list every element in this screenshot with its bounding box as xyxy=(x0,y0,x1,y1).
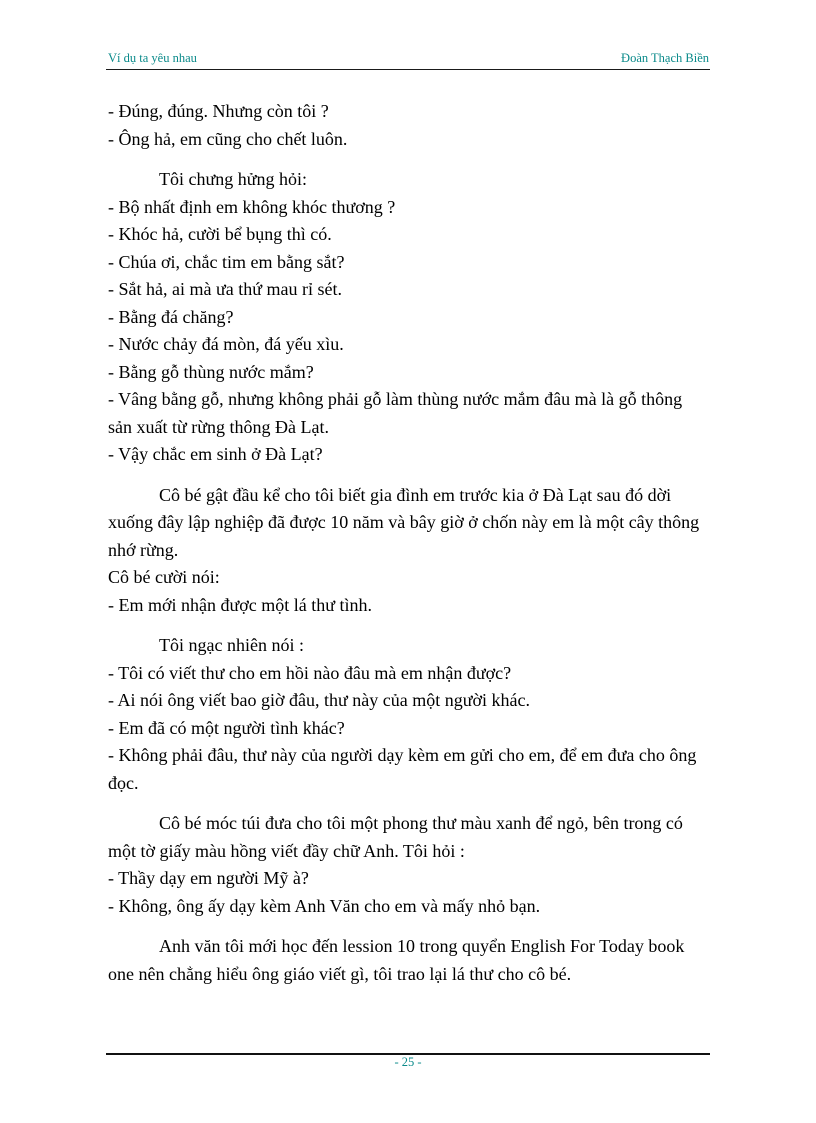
narrative-paragraph: Cô bé gật đầu kể cho tôi biết gia đình em trước kia ở Đà Lạt sau đó dời xuống đây lập nghiệp đã được 10 năm và bây giờ ở chốn này em là một cây thông nhớ rừng. xyxy=(108,484,700,560)
dialogue-line: - Đúng, đúng. Nhưng còn tôi ? xyxy=(108,101,329,121)
dialogue-line: - Nước chảy đá mòn, đá yếu xìu. xyxy=(108,334,344,354)
running-header-title: Ví dụ ta yêu nhau xyxy=(108,51,197,65)
running-header-author: Đoàn Thạch Biền xyxy=(621,51,709,65)
dialogue-line: - Em đã có một người tình khác? xyxy=(108,717,345,738)
dialogue-line: - Em mới nhận được một lá thư tình. xyxy=(108,594,373,615)
narrative-paragraph: Tôi ngạc nhiên nói : xyxy=(159,635,304,655)
dialogue-line: - Vâng bằng gỗ, nhưng không phải gỗ làm thùng nước mắm đâu mà là gỗ thông sản xuất từ rừng thông Đà Lạt. xyxy=(108,389,683,437)
dialogue-line: - Bằng gỗ thùng nước mắm? xyxy=(108,361,314,382)
dialogue-line: - Ông hả, em cũng cho chết luôn. xyxy=(108,128,348,149)
dialogue-line: - Khóc hả, cười bể bụng thì có. xyxy=(108,224,332,244)
narrative-line: Cô bé cười nói: xyxy=(108,567,220,587)
dialogue-line: - Chúa ơi, chắc tim em bằng sắt? xyxy=(108,251,345,272)
dialogue-line: - Ai nói ông viết bao giờ đâu, thư này của một người khác. xyxy=(108,690,530,710)
body-text xyxy=(108,98,710,988)
narrative-paragraph: Cô bé móc túi đưa cho tôi một phong thư màu xanh để ngỏ, bên trong có một tờ giấy màu hồng viết đầy chữ Anh. Tôi hỏi : xyxy=(108,813,683,861)
dialogue-line: - Vậy chắc em sinh ở Đà Lạt? xyxy=(108,444,323,464)
dialogue-line: - Không, ông ấy dạy kèm Anh Văn cho em và mấy nhỏ bạn. xyxy=(108,895,541,916)
dialogue-line: - Thầy dạy em người Mỹ à? xyxy=(108,868,309,888)
narrative-paragraph: Anh văn tôi mới học đến lession 10 trong quyển English For Today book one nên chẳng hiểu ông giáo viết gì, tôi trao lại lá thư cho cô bé. xyxy=(108,936,685,984)
page-number: - 25 - xyxy=(394,1055,422,1069)
header-divider xyxy=(106,69,710,70)
dialogue-line: - Bằng đá chăng? xyxy=(108,306,234,327)
dialogue-line: - Bộ nhất định em không khóc thương ? xyxy=(108,196,396,217)
dialogue-line: - Tôi có viết thư cho em hồi nào đâu mà em nhận được? xyxy=(108,662,512,683)
dialogue-line: - Sắt hả, ai mà ưa thứ mau rỉ sét. xyxy=(108,279,342,299)
dialogue-line: - Không phải đâu, thư này của người dạy kèm em gửi cho em, để em đưa cho ông đọc. xyxy=(108,745,697,793)
narrative-paragraph: Tôi chưng hửng hỏi: xyxy=(159,169,307,189)
